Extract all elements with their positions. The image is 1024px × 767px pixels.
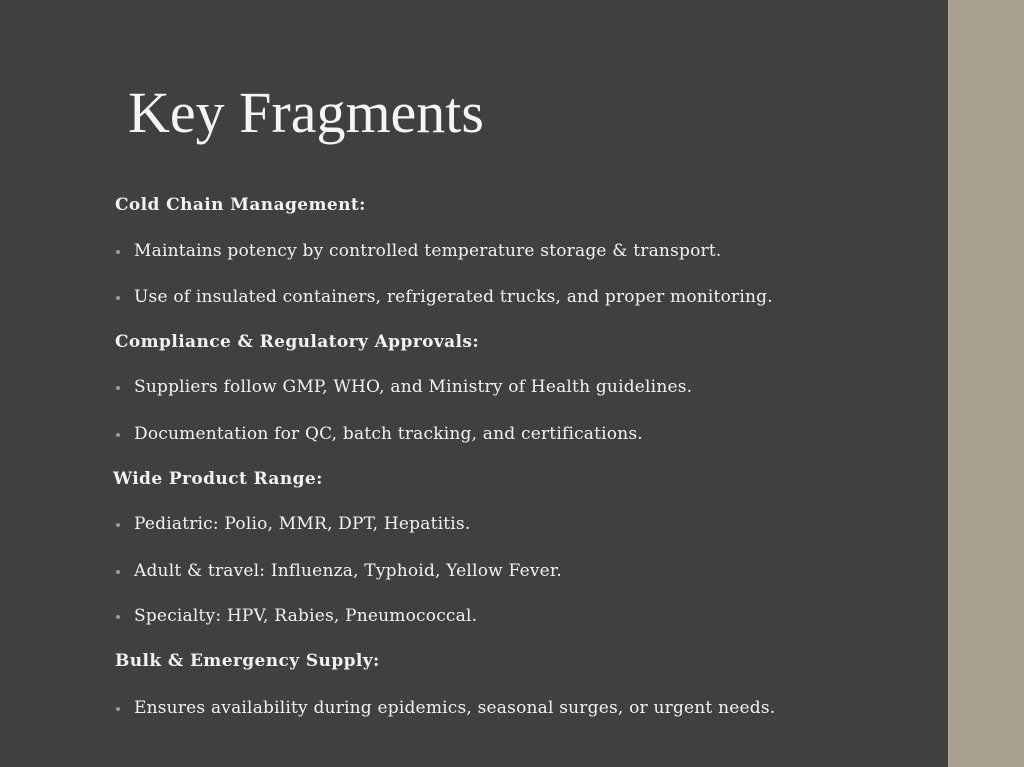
- bullet-item: Ensures availability during epidemics, seasonal surges, or urgent needs.: [115, 697, 775, 719]
- slide-title: Key Fragments: [128, 80, 484, 145]
- bullet-item: Suppliers follow GMP, WHO, and Ministry of Health guidelines.: [115, 376, 692, 398]
- bullet-item: Use of insulated containers, refrigerated trucks, and proper monitoring.: [115, 286, 773, 308]
- bullet-item: Adult & travel: Influenza, Typhoid, Yellow Fever.: [115, 560, 562, 582]
- bullet-item: Maintains potency by controlled temperature storage & transport.: [115, 240, 721, 262]
- decorative-side-bar: [948, 0, 1024, 767]
- section-heading: Bulk & Emergency Supply:: [115, 651, 380, 671]
- bullet-icon: [116, 433, 120, 437]
- bullet-icon: [116, 707, 120, 711]
- bullet-icon: [116, 250, 120, 254]
- bullet-item: Documentation for QC, batch tracking, and certifications.: [115, 423, 643, 445]
- section-heading: Wide Product Range:: [113, 469, 323, 489]
- section-heading: Cold Chain Management:: [115, 195, 366, 215]
- bullet-icon: [116, 386, 120, 390]
- bullet-item: Pediatric: Polio, MMR, DPT, Hepatitis.: [115, 513, 470, 535]
- bullet-icon: [116, 296, 120, 300]
- section-heading: Compliance & Regulatory Approvals:: [115, 332, 480, 352]
- bullet-item: Specialty: HPV, Rabies, Pneumococcal.: [115, 605, 477, 627]
- bullet-icon: [116, 570, 120, 574]
- bullet-icon: [116, 615, 120, 619]
- bullet-icon: [116, 523, 120, 527]
